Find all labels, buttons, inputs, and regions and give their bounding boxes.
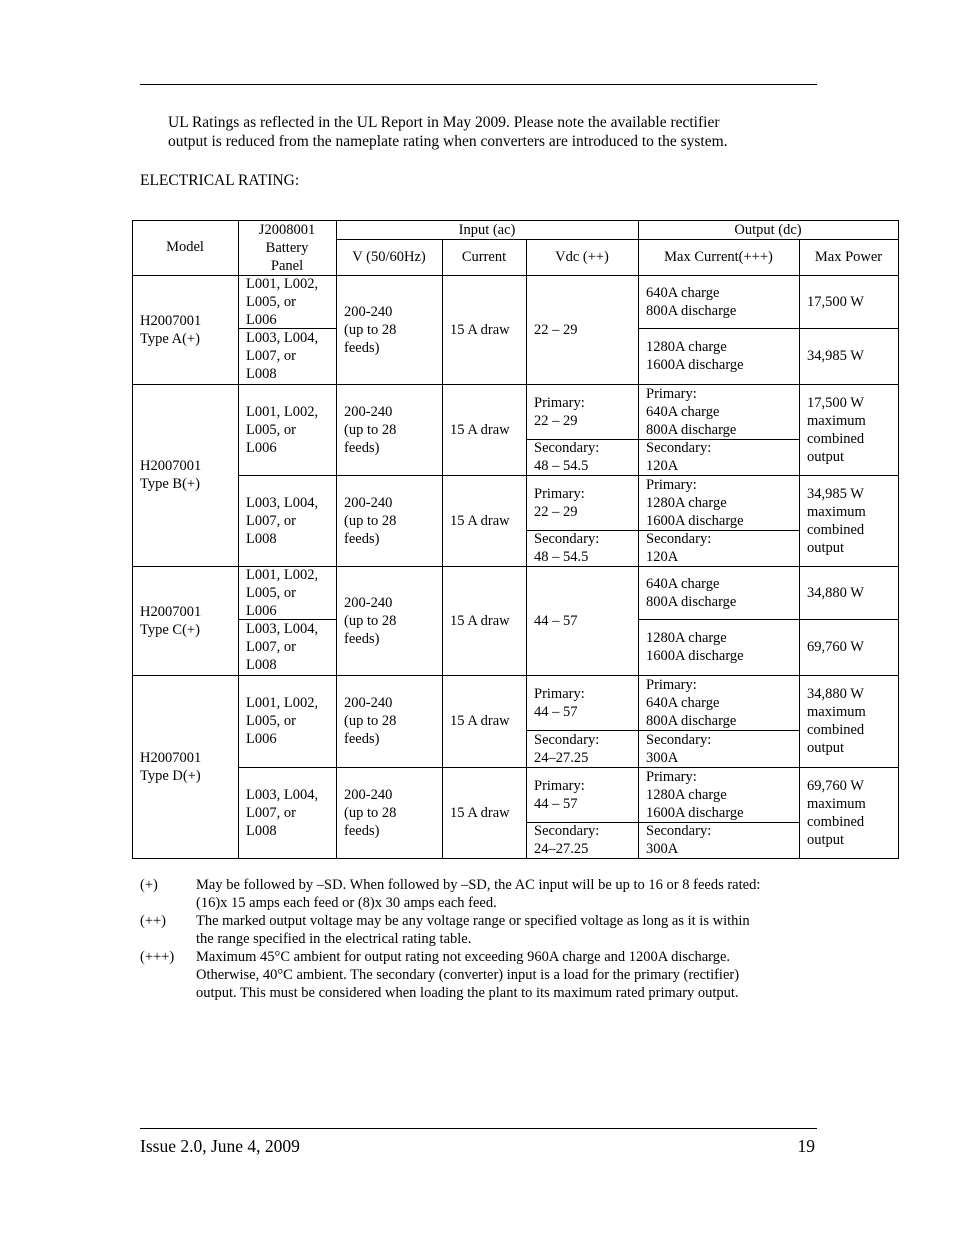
type-d-r2-vdc-primary bbox=[534, 777, 585, 813]
type-b-r1-current-secondary bbox=[646, 439, 711, 475]
type-b-r2-vdc-secondary bbox=[534, 530, 599, 566]
type-d-r1-vdc-secondary-line: 24–27.25 bbox=[534, 750, 589, 766]
type-c-r1-max-current bbox=[646, 575, 736, 611]
type-b-panels-b-line: L008 bbox=[246, 531, 277, 547]
type-d-r2-input-voltage-line: (up to 28 bbox=[344, 805, 397, 821]
type-a-panels-a-line: L006 bbox=[246, 312, 277, 328]
type-c-panels-b-line: L007, or bbox=[246, 639, 296, 655]
type-a-panels-a-line: L001, L002, bbox=[246, 276, 319, 292]
type-d-model bbox=[140, 749, 201, 785]
type-b-r1-current-primary-line: 800A discharge bbox=[646, 422, 737, 438]
table-rule bbox=[336, 239, 899, 240]
table-rule bbox=[238, 767, 899, 768]
type-b-panels-b-line: L007, or bbox=[246, 513, 296, 529]
table-rule bbox=[132, 220, 133, 859]
type-d-panels-b-line: L007, or bbox=[246, 805, 296, 821]
table-rule bbox=[132, 384, 899, 385]
type-d-r1-vdc-secondary bbox=[534, 731, 599, 767]
table-rule bbox=[132, 220, 899, 221]
type-d-model-line: H2007001 bbox=[140, 750, 202, 766]
type-d-panels-a bbox=[246, 694, 318, 748]
type-b-r1-current-secondary-line: 120A bbox=[646, 458, 679, 474]
type-a-panels-a-line: L005, or bbox=[246, 294, 296, 310]
type-b-r2-current-secondary-line: 120A bbox=[646, 549, 679, 565]
type-d-r1-current-line: 15 A draw bbox=[450, 713, 510, 729]
table-rule bbox=[336, 220, 337, 859]
type-c-r2-max-power bbox=[807, 638, 864, 656]
type-d-r2-max-power-line: combined bbox=[807, 814, 865, 830]
type-c-input-voltage-line: 200-240 bbox=[344, 595, 393, 611]
type-d-r2-current-primary-line: 1280A charge bbox=[646, 787, 727, 803]
type-d-r1-current-primary bbox=[646, 676, 736, 730]
type-d-r1-input-voltage bbox=[344, 694, 396, 748]
type-c-panels-b-line: L003, L004, bbox=[246, 621, 319, 637]
table-rule bbox=[638, 328, 899, 329]
type-a-model-line: H2007001 bbox=[140, 313, 202, 329]
type-d-r1-current-primary-line: 640A charge bbox=[646, 695, 720, 711]
type-c-vdc-line: 44 – 57 bbox=[534, 613, 578, 629]
type-d-r1-current-primary-line: Primary: bbox=[646, 677, 697, 693]
footnote-line: Maximum 45°C ambient for output rating not exceeding 960A charge and 1200A discharge. bbox=[196, 949, 731, 965]
type-b-r1-input-voltage-line: 200-240 bbox=[344, 404, 393, 420]
type-c-panels-a-line: L005, or bbox=[246, 585, 296, 601]
type-d-r1-current-primary-line: 800A discharge bbox=[646, 713, 737, 729]
type-b-r2-current-line: 15 A draw bbox=[450, 513, 510, 529]
type-d-r2-vdc-secondary bbox=[534, 822, 599, 858]
type-d-r1-input-voltage-line: (up to 28 bbox=[344, 713, 397, 729]
header-output-dc bbox=[638, 221, 898, 239]
type-b-model-line: H2007001 bbox=[140, 458, 202, 474]
type-d-r2-vdc-primary-line: Primary: bbox=[534, 778, 585, 794]
type-a-panels-b-line: L003, L004, bbox=[246, 330, 319, 346]
table-rule bbox=[132, 858, 899, 859]
type-c-model-line: Type C(+) bbox=[140, 622, 200, 638]
type-d-panels-b-line: L003, L004, bbox=[246, 787, 319, 803]
footnote-marker: (+) bbox=[140, 877, 158, 893]
type-b-r2-max-power-line: output bbox=[807, 540, 845, 556]
header-current-line: Current bbox=[461, 249, 507, 265]
type-a-current-line: 15 A draw bbox=[450, 322, 510, 338]
table-rule bbox=[238, 220, 239, 859]
header-vdc-line: Vdc (++) bbox=[555, 249, 609, 265]
type-b-panels-a-line: L006 bbox=[246, 440, 277, 456]
intro-line: UL Ratings as reflected in the UL Report in May 2009. Please note the available rectifier bbox=[168, 114, 720, 131]
type-d-r1-current-secondary bbox=[646, 731, 711, 767]
type-d-panels-a-line: L006 bbox=[246, 731, 277, 747]
type-d-r1-max-power-line: 34,880 W bbox=[807, 686, 864, 702]
type-b-r2-current bbox=[450, 512, 510, 530]
type-d-r2-input-voltage-line: 200-240 bbox=[344, 787, 393, 803]
type-c-panels-b-line: L008 bbox=[246, 657, 277, 673]
type-d-r2-vdc-secondary-line: 24–27.25 bbox=[534, 841, 589, 857]
type-a-r2-max-power-line: 34,985 W bbox=[807, 348, 864, 364]
type-b-r2-current-primary-line: Primary: bbox=[646, 477, 697, 493]
header-voltage-line: V (50/60Hz) bbox=[352, 249, 426, 265]
header-vdc bbox=[526, 248, 638, 266]
type-d-r2-max-power bbox=[807, 777, 866, 849]
type-a-r1-max-current bbox=[646, 284, 736, 320]
type-b-panels-a-line: L005, or bbox=[246, 422, 296, 438]
header-current bbox=[442, 248, 526, 266]
type-a-input-voltage-line: (up to 28 bbox=[344, 322, 397, 338]
table-rule bbox=[638, 220, 639, 859]
type-a-r2-max-current bbox=[646, 338, 744, 374]
type-a-r1-max-power-line: 17,500 W bbox=[807, 294, 864, 310]
header-max-power-line: Max Power bbox=[814, 249, 883, 265]
type-d-r2-vdc-primary-line: 44 – 57 bbox=[534, 796, 578, 812]
type-c-vdc bbox=[534, 612, 578, 630]
header-model-line: Model bbox=[166, 239, 204, 255]
type-c-input-voltage-line: (up to 28 bbox=[344, 613, 397, 629]
type-d-r1-input-voltage-line: feeds) bbox=[344, 731, 380, 747]
type-a-model-line: Type A(+) bbox=[140, 331, 200, 347]
header-battery-panel-line: J2008001 bbox=[258, 222, 316, 238]
type-d-r1-max-power-line: output bbox=[807, 740, 845, 756]
type-d-r1-current-secondary-line: 300A bbox=[646, 750, 679, 766]
table-rule bbox=[799, 239, 800, 859]
section-heading: ELECTRICAL RATING: bbox=[140, 172, 300, 189]
type-a-input-voltage-line: 200-240 bbox=[344, 304, 393, 320]
footnote-text bbox=[196, 948, 826, 1002]
header-output-dc-line: Output (dc) bbox=[734, 222, 802, 238]
type-b-r1-vdc-secondary bbox=[534, 439, 599, 475]
type-b-r1-max-power-line: maximum bbox=[807, 413, 866, 429]
footnote-line: Otherwise, 40°C ambient. The secondary (converter) input is a load for the primary (rectifier) bbox=[196, 967, 740, 983]
type-d-r2-input-voltage bbox=[344, 786, 396, 840]
header-max-power bbox=[799, 248, 898, 266]
footnote-line: (16)x 15 amps each feed or (8)x 30 amps each feed. bbox=[196, 895, 497, 911]
footnote-marker: (++) bbox=[140, 913, 167, 929]
type-d-r2-vdc-secondary-line: Secondary: bbox=[534, 823, 600, 839]
type-b-r1-input-voltage bbox=[344, 403, 396, 457]
header-max-current bbox=[638, 248, 799, 266]
footnote-line: The marked output voltage may be any voltage range or specified voltage as long as it is within bbox=[196, 913, 750, 929]
type-a-panels-a bbox=[246, 275, 318, 329]
type-b-r2-input-voltage-line: (up to 28 bbox=[344, 513, 397, 529]
type-b-panels-b bbox=[246, 494, 318, 548]
type-b-r1-max-power-line: combined bbox=[807, 431, 865, 447]
header-input-ac-line: Input (ac) bbox=[458, 222, 516, 238]
type-d-r2-max-power-line: maximum bbox=[807, 796, 866, 812]
type-d-r1-max-power bbox=[807, 685, 866, 757]
type-b-r1-max-power-line: output bbox=[807, 449, 845, 465]
type-c-input-voltage bbox=[344, 594, 396, 648]
type-d-r1-vdc-primary-line: Primary: bbox=[534, 686, 585, 702]
type-c-r1-max-current-line: 800A discharge bbox=[646, 594, 737, 610]
type-d-panels-b-line: L008 bbox=[246, 823, 277, 839]
footnote-text bbox=[196, 876, 826, 912]
type-c-r1-max-current-line: 640A charge bbox=[646, 576, 720, 592]
header-battery-panel-line: Battery bbox=[265, 240, 309, 256]
type-b-r2-current-secondary bbox=[646, 530, 711, 566]
type-c-r2-max-current bbox=[646, 629, 744, 665]
type-a-input-voltage-line: feeds) bbox=[344, 340, 380, 356]
type-d-r1-current bbox=[450, 712, 510, 730]
footnote-marker: (+++) bbox=[140, 949, 175, 965]
type-a-vdc-line: 22 – 29 bbox=[534, 322, 578, 338]
type-c-panels-b bbox=[246, 620, 318, 674]
type-c-r2-max-power-line: 69,760 W bbox=[807, 639, 864, 655]
type-b-r2-input-voltage bbox=[344, 494, 396, 548]
type-d-r1-input-voltage-line: 200-240 bbox=[344, 695, 393, 711]
type-b-r1-current-secondary-line: Secondary: bbox=[646, 440, 712, 456]
page-number: 19 bbox=[797, 1136, 815, 1156]
type-d-panels-b bbox=[246, 786, 318, 840]
type-b-r1-current bbox=[450, 421, 510, 439]
type-a-r1-max-current-line: 800A discharge bbox=[646, 303, 737, 319]
type-c-input-voltage-line: feeds) bbox=[344, 631, 380, 647]
type-b-r2-max-power-line: 34,985 W bbox=[807, 486, 864, 502]
type-c-model bbox=[140, 603, 201, 639]
type-b-r1-vdc-primary-line: Primary: bbox=[534, 395, 585, 411]
type-a-model bbox=[140, 312, 201, 348]
type-b-r2-vdc-primary-line: 22 – 29 bbox=[534, 504, 578, 520]
type-b-model bbox=[140, 457, 201, 493]
type-b-r1-vdc-primary bbox=[534, 394, 585, 430]
intro-line: output is reduced from the nameplate rating when converters are introduced to the system. bbox=[168, 133, 728, 150]
footnote-text bbox=[196, 912, 826, 948]
type-d-r2-current-line: 15 A draw bbox=[450, 805, 510, 821]
footnote-line: output. This must be considered when loading the plant to its maximum rated primary output. bbox=[196, 985, 739, 1001]
type-a-vdc bbox=[534, 321, 578, 339]
type-c-r1-max-power bbox=[807, 584, 864, 602]
header-model bbox=[132, 238, 238, 256]
type-a-panels-b bbox=[246, 329, 318, 383]
type-d-r2-current-secondary-line: 300A bbox=[646, 841, 679, 857]
type-d-r2-current-primary-line: 1600A discharge bbox=[646, 805, 744, 821]
type-d-r1-max-power-line: combined bbox=[807, 722, 865, 738]
type-b-r1-input-voltage-line: feeds) bbox=[344, 440, 380, 456]
type-d-r1-vdc-secondary-line: Secondary: bbox=[534, 732, 600, 748]
table-rule bbox=[526, 239, 527, 859]
type-b-panels-a bbox=[246, 403, 318, 457]
header-battery-panel-line: Panel bbox=[270, 258, 304, 274]
type-b-r1-vdc-primary-line: 22 – 29 bbox=[534, 413, 578, 429]
type-a-r1-max-current-line: 640A charge bbox=[646, 285, 720, 301]
type-d-r2-current bbox=[450, 804, 510, 822]
table-rule bbox=[898, 220, 899, 859]
type-a-current bbox=[450, 321, 510, 339]
type-c-panels-a-line: L001, L002, bbox=[246, 567, 319, 583]
type-d-r2-current-primary bbox=[646, 768, 744, 822]
table-rule bbox=[638, 619, 899, 620]
type-d-r2-current-primary-line: Primary: bbox=[646, 769, 697, 785]
type-b-r2-current-primary-line: 1280A charge bbox=[646, 495, 727, 511]
table-rule bbox=[442, 239, 443, 859]
header-battery-panel bbox=[238, 221, 336, 275]
type-a-r2-max-power bbox=[807, 347, 864, 365]
type-b-r1-vdc-secondary-line: Secondary: bbox=[534, 440, 600, 456]
type-b-r1-current-primary-line: Primary: bbox=[646, 386, 697, 402]
type-b-r2-vdc-primary bbox=[534, 485, 585, 521]
type-b-r2-input-voltage-line: feeds) bbox=[344, 531, 380, 547]
type-d-r2-max-power-line: output bbox=[807, 832, 845, 848]
type-b-r1-vdc-secondary-line: 48 – 54.5 bbox=[534, 458, 589, 474]
type-c-r2-max-current-line: 1280A charge bbox=[646, 630, 727, 646]
type-b-r2-vdc-secondary-line: 48 – 54.5 bbox=[534, 549, 589, 565]
type-b-panels-b-line: L003, L004, bbox=[246, 495, 319, 511]
type-b-r2-vdc-primary-line: Primary: bbox=[534, 486, 585, 502]
header-voltage bbox=[336, 248, 442, 266]
issue-date: Issue 2.0, June 4, 2009 bbox=[140, 1136, 300, 1156]
type-b-r2-max-power-line: combined bbox=[807, 522, 865, 538]
type-c-current bbox=[450, 612, 510, 630]
type-a-r2-max-current-line: 1280A charge bbox=[646, 339, 727, 355]
type-b-r2-vdc-secondary-line: Secondary: bbox=[534, 531, 600, 547]
type-c-r1-max-power-line: 34,880 W bbox=[807, 585, 864, 601]
type-b-r1-current-primary bbox=[646, 385, 736, 439]
header-input-ac bbox=[336, 221, 638, 239]
header-rule bbox=[140, 84, 817, 85]
type-b-model-line: Type B(+) bbox=[140, 476, 200, 492]
type-d-r2-current-secondary-line: Secondary: bbox=[646, 823, 712, 839]
type-b-r2-max-power-line: maximum bbox=[807, 504, 866, 520]
type-d-r1-current-secondary-line: Secondary: bbox=[646, 732, 712, 748]
type-b-r1-max-power-line: 17,500 W bbox=[807, 395, 864, 411]
type-d-model-line: Type D(+) bbox=[140, 768, 201, 784]
type-b-panels-a-line: L001, L002, bbox=[246, 404, 319, 420]
table-rule bbox=[238, 475, 899, 476]
table-rule bbox=[132, 675, 899, 676]
type-a-r2-max-current-line: 1600A discharge bbox=[646, 357, 744, 373]
type-d-r2-max-power-line: 69,760 W bbox=[807, 778, 864, 794]
type-d-r1-max-power-line: maximum bbox=[807, 704, 866, 720]
footer-rule bbox=[140, 1128, 817, 1129]
type-c-panels-a bbox=[246, 566, 318, 620]
type-a-panels-b-line: L007, or bbox=[246, 348, 296, 364]
type-d-r1-vdc-primary-line: 44 – 57 bbox=[534, 704, 578, 720]
type-b-r1-input-voltage-line: (up to 28 bbox=[344, 422, 397, 438]
type-b-r1-max-power bbox=[807, 394, 866, 466]
type-d-panels-a-line: L001, L002, bbox=[246, 695, 319, 711]
type-d-panels-a-line: L005, or bbox=[246, 713, 296, 729]
type-b-r2-input-voltage-line: 200-240 bbox=[344, 495, 393, 511]
type-c-r2-max-current-line: 1600A discharge bbox=[646, 648, 744, 664]
type-d-r2-input-voltage-line: feeds) bbox=[344, 823, 380, 839]
type-d-r1-vdc-primary bbox=[534, 685, 585, 721]
type-c-model-line: H2007001 bbox=[140, 604, 202, 620]
type-c-panels-a-line: L006 bbox=[246, 603, 277, 619]
header-max-current-line: Max Current(+++) bbox=[664, 249, 773, 265]
type-b-r1-current-primary-line: 640A charge bbox=[646, 404, 720, 420]
type-a-r1-max-power bbox=[807, 293, 864, 311]
type-b-r2-max-power bbox=[807, 485, 866, 557]
type-b-r2-current-primary-line: 1600A discharge bbox=[646, 513, 744, 529]
type-b-r1-current-line: 15 A draw bbox=[450, 422, 510, 438]
intro-paragraph bbox=[168, 113, 828, 151]
type-d-r2-current-secondary bbox=[646, 822, 711, 858]
footnote-line: May be followed by –SD. When followed by –SD, the AC input will be up to 16 or 8 feeds rated: bbox=[196, 877, 761, 893]
type-a-panels-b-line: L008 bbox=[246, 366, 277, 382]
type-c-current-line: 15 A draw bbox=[450, 613, 510, 629]
footnote-line: the range specified in the electrical rating table. bbox=[196, 931, 472, 947]
type-b-r2-current-secondary-line: Secondary: bbox=[646, 531, 712, 547]
type-a-input-voltage bbox=[344, 303, 396, 357]
type-b-r2-current-primary bbox=[646, 476, 744, 530]
